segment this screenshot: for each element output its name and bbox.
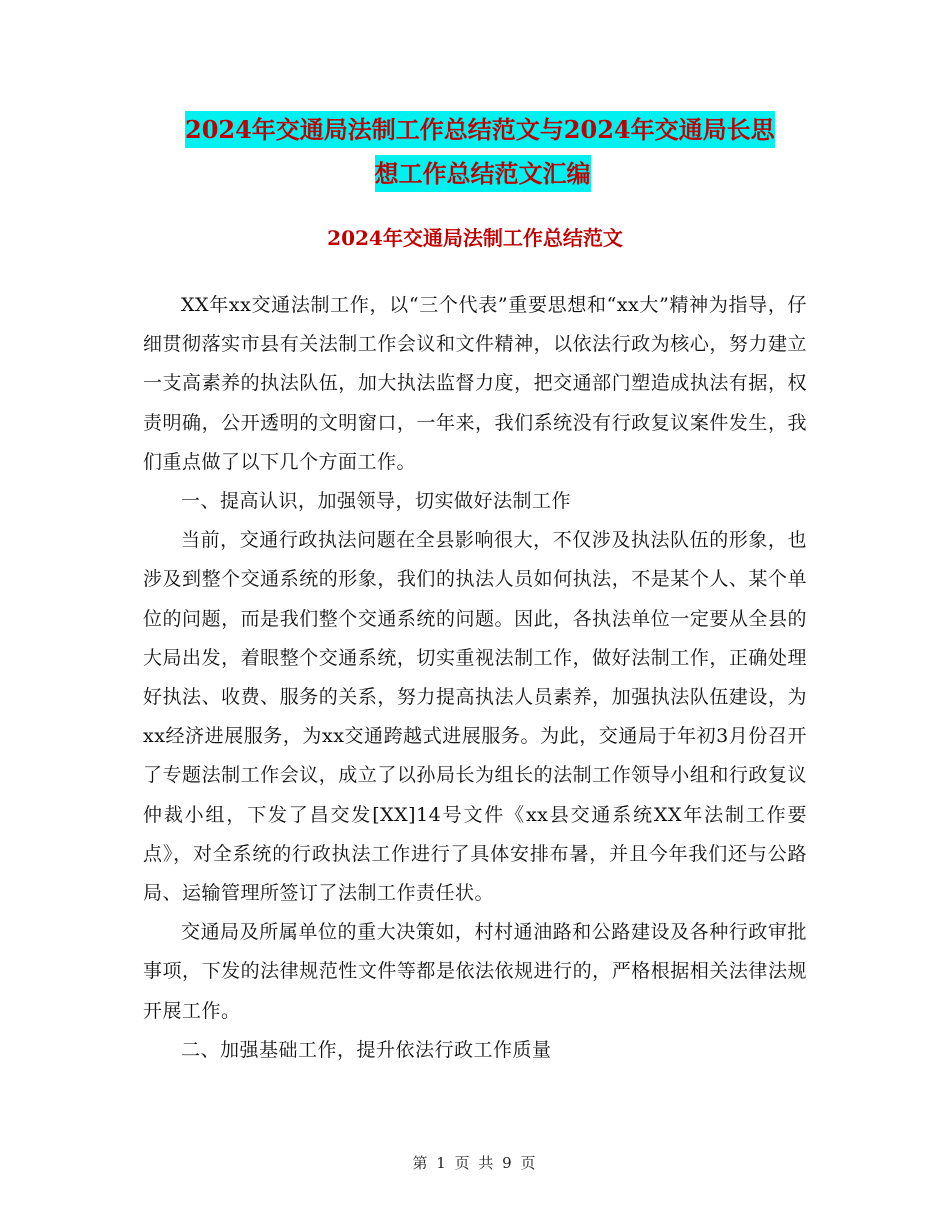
document-title-line-2	[185, 150, 825, 198]
paragraph-major-decisions: 交通局及所属单位的重大决策如，村村通油路和公路建设及各种行政审批事项，下发的法律规范性文件等都是依法依规进行的，严格根据相关法律法规开展工作。	[143, 921, 807, 1022]
title-highlight: 想工作总结范文汇编	[375, 155, 591, 192]
document-body	[143, 286, 807, 1070]
paragraph-intro: XX年xx交通法制工作，以“三个代表”重要思想和“xx大”精神为指导，仔细贯彻落实市县有关法制工作会议和文件精神，以依法行政为核心，努力建立一支高素养的执法队伍，加大执法监督力度，把交通部门塑造成执法有据，权责明确，公开透明的文明窗口，一年来，我们系统没有行政复议案件发生，我们重点做了以下几个方面工作。	[143, 294, 807, 473]
page-footer: 第 1 页 共 9 页	[412, 1154, 538, 1172]
section-title: 2024年交通局法制工作总结范文	[327, 226, 623, 250]
heading-one: 一、提高认识，加强领导，切实做好法制工作	[181, 490, 572, 513]
paragraph-current-situation: 当前，交通行政执法问题在全县影响很大，不仅涉及执法队伍的形象，也涉及到整个交通系统的形象，我们的执法人员如何执法，不是某个人、某个单位的问题，而是我们整个交通系统的问题。因此，各执法单位一定要从全县的大局出发，着眼整个交通系统，切实重视法制工作，做好法制工作，正确处理好执法、收费、服务的关系，努力提高执法人员素养，加强执法队伍建设，为xx经济进展服务，为xx交通跨越式进展服务。为此，交通局于年初3月份召开了专题法制工作会议，成立了以孙局长为组长的法制工作领导小组和行政复议仲裁小组，下发了昌交发[XX]14号文件《xx县交通系统XX年法制工作要点》，对全系统的行政执法工作进行了具体安排布暑，并且今年我们还与公路局、运输管理所签订了法制工作责任状。	[143, 529, 807, 905]
title-highlight: 2024年交通局法制工作总结范文与2024年交通局长思	[185, 111, 775, 148]
heading-two: 二、加强基础工作，提升依法行政工作质量	[181, 1038, 552, 1061]
document-title-line-1	[185, 106, 825, 154]
